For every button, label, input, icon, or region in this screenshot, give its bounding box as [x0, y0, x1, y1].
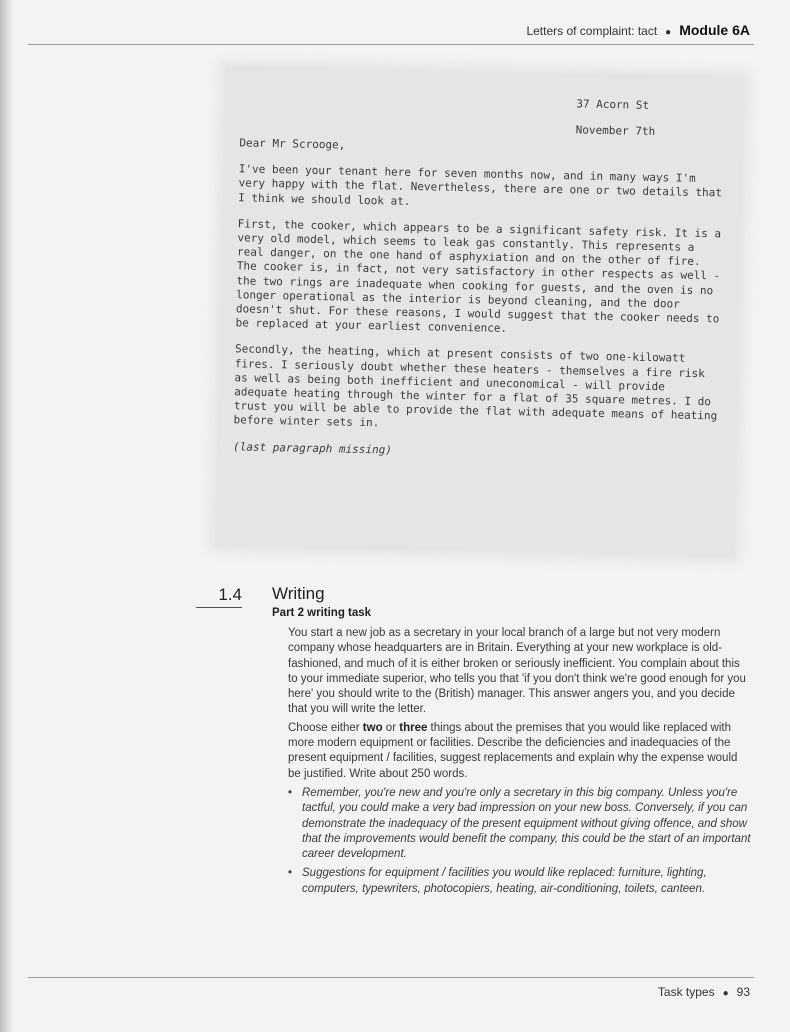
choose-post: things about the premises that you would like replaced with more modern equipment or facilities. Describe the deficiencies and inadequacies of the present equipment / facilities, suggest replacements and explain why the expense would be justified. Write about 250 words.	[288, 721, 738, 780]
letter-paragraph: First, the cooker, which appears to be a significant safety risk. It is a very old model, which seems to leak gas constantly. This represents a real danger, on the one hand of asphyxiation and on the other of fire. The cooker is, in fact, not very satisfactory in other respects as well - the two rings are inadequate when cooking for guests, and the oven is no longer operational as the interior is beyond cleaning, and the door doesn't shut. For these reasons, I would suggest that the cooker needs to be replaced at your earliest convenience.	[235, 217, 722, 336]
running-header	[526, 22, 750, 38]
page-number: 93	[736, 985, 750, 999]
task-text	[288, 626, 752, 901]
footer-label: Task types	[657, 985, 715, 999]
letter-missing-note: (last paragraph missing)	[232, 439, 393, 457]
task-intro: You start a new job as a secretary in your local branch of a large but not very modern company whose headquarters are in Britain. Everything at your new workplace is old-fashioned, and much of it is either broken or seriously inefficient. You complain about this to your immediate superior, who tells you that 'if you don't think we're good enough for you here' you should write to the (British) manager. This answer angers you, and you decide that you will write the letter.	[288, 627, 746, 716]
header-rule	[28, 44, 754, 45]
choose-three: three	[399, 721, 428, 734]
letter-paragraph: I've been your tenant here for seven months now, and in many ways I'm very happy with the flat. Nevertheless, there are one or two details that I think we should look at.	[238, 162, 723, 208]
section-subtitle: Part 2 writing task	[272, 607, 372, 619]
bullet-icon: •	[288, 867, 293, 880]
footer-rule	[28, 977, 754, 978]
letter-paragraph: Secondly, the heating, which at present consists of two one-kilowatt fires. I seriously doubt whether these heaters - themselves a fire risk as well as being both inefficient and uneconomical - will provide adequate heating through the winter for a flat of 35 square metres. I do trust you will be able to provide the flat with adequate means of heating before winter sets in.	[233, 342, 718, 430]
book-spine-shadow	[0, 0, 14, 1032]
choose-two: two	[362, 721, 383, 734]
bullet-icon: •	[288, 786, 293, 799]
tip-text: Remember, you're new and you're only a secretary in this big company. Unless you're tactful, you could make a very bad impression on your new boss. Conversely, if you can demonstrate the inadequacy of the present equipment without giving offence, and show that the improvements would benefit the company, this could be the start of an important career development.	[302, 786, 751, 861]
tips-list	[288, 786, 752, 897]
choose-or: or	[382, 721, 400, 734]
header-section: Letters of complaint: tact	[526, 24, 658, 38]
choose-pre: Choose either	[288, 721, 363, 734]
letter-salutation: Dear Mr Scrooge,	[239, 136, 346, 152]
header-module: Module 6A	[679, 22, 750, 38]
list-item	[288, 866, 752, 897]
tip-text: Suggestions for equipment / facilities you would like replaced: furniture, lighting, computers, typewriters, photocopiers, heating, air-conditioning, toilets, canteen.	[302, 867, 707, 895]
list-item	[288, 786, 752, 862]
letter-body	[233, 136, 728, 476]
section-number: 1.4	[196, 585, 242, 608]
letter-address: 37 Acorn St	[576, 97, 650, 112]
bullet-icon: ●	[722, 988, 729, 999]
letter-date: November 7th	[575, 123, 656, 139]
running-footer	[658, 985, 750, 999]
task-instructions	[288, 721, 752, 782]
section-title: Writing	[272, 584, 325, 603]
bullet-icon: ●	[665, 27, 672, 38]
letter-sheet	[215, 66, 745, 557]
